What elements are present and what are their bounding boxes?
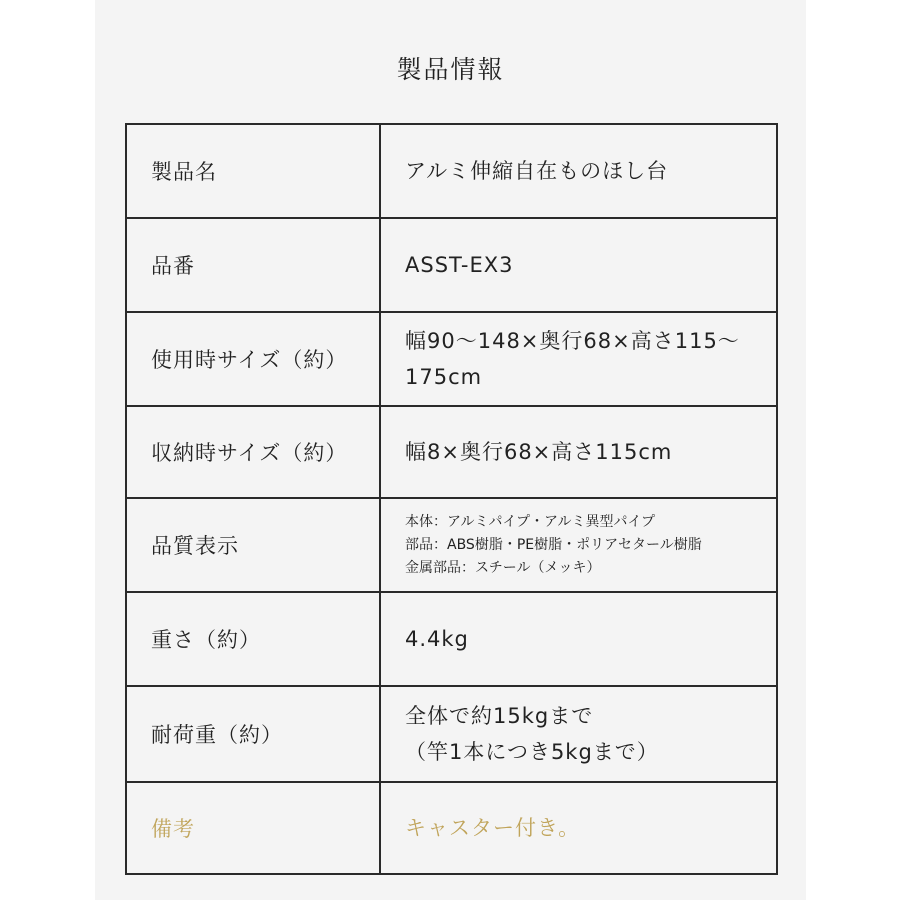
table-row-note bbox=[126, 782, 777, 874]
value-line: 全体で約15kgまで bbox=[405, 704, 594, 728]
value-line: 本体：アルミパイプ・アルミ異型パイプ bbox=[405, 513, 656, 530]
row-label: 耐荷重（約） bbox=[126, 686, 380, 782]
table-row bbox=[126, 218, 777, 312]
value-line: 幅90〜148×奥行68×高さ115〜 bbox=[405, 329, 740, 353]
value-line: キャスター付き。 bbox=[405, 816, 581, 840]
value-line: ASST-EX3 bbox=[405, 253, 514, 277]
table-row bbox=[126, 124, 777, 218]
value-line: 幅8×奥行68×高さ115cm bbox=[405, 440, 673, 464]
value-line: 金属部品：スチール（メッキ） bbox=[405, 559, 601, 576]
value-line: 部品：ABS樹脂・PE樹脂・ポリアセタール樹脂 bbox=[405, 536, 702, 553]
product-info-table bbox=[125, 123, 778, 875]
row-label: 製品名 bbox=[126, 124, 380, 218]
row-label: 品質表示 bbox=[126, 498, 380, 592]
row-label: 使用時サイズ（約） bbox=[126, 312, 380, 406]
table-row bbox=[126, 406, 777, 498]
value-line: 175cm bbox=[405, 365, 483, 389]
row-value bbox=[380, 312, 777, 406]
table-row bbox=[126, 592, 777, 686]
row-value bbox=[380, 686, 777, 782]
table-row bbox=[126, 498, 777, 592]
row-label: 収納時サイズ（約） bbox=[126, 406, 380, 498]
table-row bbox=[126, 686, 777, 782]
row-value bbox=[380, 498, 777, 592]
row-value bbox=[380, 592, 777, 686]
value-line: アルミ伸縮自在ものほし台 bbox=[405, 159, 669, 183]
row-value bbox=[380, 218, 777, 312]
row-value bbox=[380, 406, 777, 498]
table-row bbox=[126, 312, 777, 406]
row-value bbox=[380, 782, 777, 874]
value-line: 4.4kg bbox=[405, 627, 469, 651]
row-label: 備考 bbox=[126, 782, 380, 874]
value-line: （竿1本につき5kgまで） bbox=[405, 740, 659, 764]
page-title: 製品情報 bbox=[396, 55, 505, 84]
row-label: 重さ（約） bbox=[126, 592, 380, 686]
row-label: 品番 bbox=[126, 218, 380, 312]
row-value bbox=[380, 124, 777, 218]
